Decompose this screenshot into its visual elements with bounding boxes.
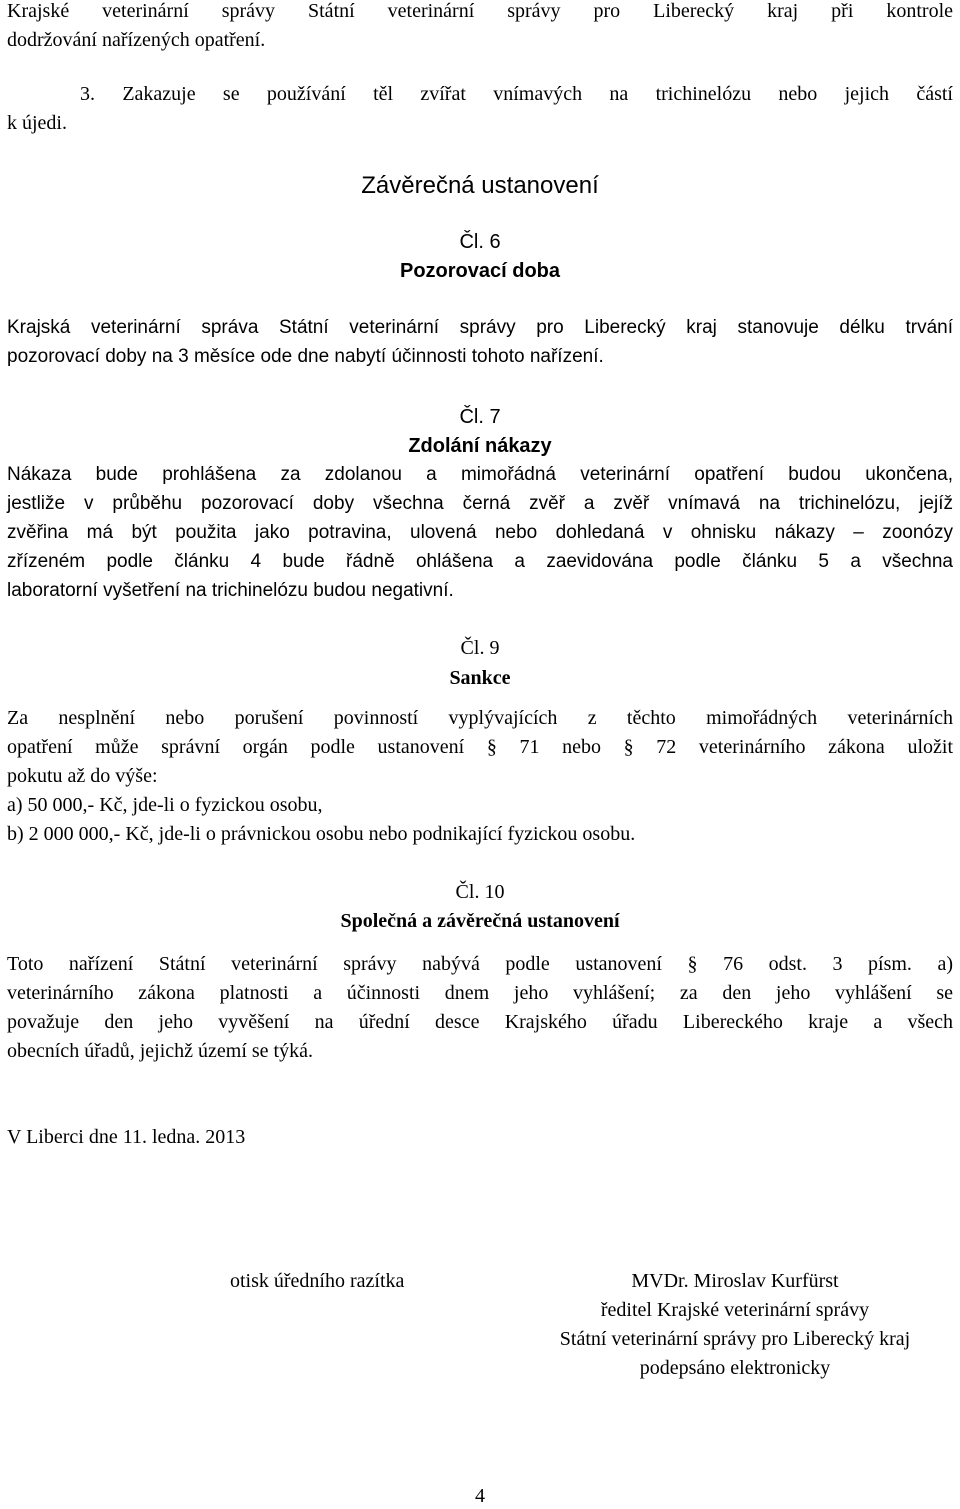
intro-paragraph (7, 0, 953, 55)
place-and-date: V Liberci dne 11. ledna. 2013 (7, 1126, 246, 1148)
sanction-item-b: b) 2 000 000,- Kč, jde-li o právnickou osobu nebo podnikající fyzickou osobu. (7, 823, 636, 845)
article-9-line-2: opatření může správní orgán podle ustanovení § 71 nebo § 72 veterinárního zákona uložit (7, 736, 953, 758)
article-10-line-1: Toto nařízení Státní veterinární správy nabývá podle ustanovení § 76 odst. 3 písm. a) (7, 953, 953, 975)
item3-line-2: k újedi. (7, 112, 67, 134)
article-7-title: Zdolání nákazy (408, 435, 552, 457)
electronic-signature-note: podepsáno elektronicky (639, 1357, 831, 1379)
page-number: 4 (475, 1485, 485, 1507)
article-6-number: Čl. 6 (459, 231, 501, 253)
article-10-line-2: veterinárního zákona platnosti a účinnosti dnem jeho vyhlášení; za den jeho vyhlášení se (7, 982, 953, 1004)
article-6-line-1: Krajská veterinární správa Státní veterinární správy pro Liberecký kraj stanovuje délku trvání (7, 317, 953, 338)
item3-line-1: 3. Zakazuje se používání těl zvířat vnímavých na trichinelózu nebo jejich částí (80, 83, 953, 105)
signatory-name: MVDr. Miroslav Kurfürst (631, 1270, 839, 1292)
article-7-line-4: zřízeném podle článku 4 bude řádně ohlášena a zaevidována podle článku 5 a všechna (7, 551, 953, 572)
article-9-line-1: Za nesplnění nebo porušení povinností vyplývajících z těchto mimořádných veterinárních (7, 707, 953, 729)
article-7-number: Čl. 7 (459, 406, 501, 428)
article-7-line-1: Nákaza bude prohlášena za zdolanou a mimořádná veterinární opatření budou ukončena, (7, 464, 953, 485)
article-9-line-3: pokutu až do výše: (7, 765, 158, 787)
signatory-organization: Státní veterinární správy pro Liberecký kraj (559, 1328, 911, 1350)
article-9-number: Čl. 9 (460, 637, 500, 659)
article-6-title: Pozorovací doba (399, 260, 561, 282)
intro-item-3 (80, 80, 953, 109)
article-10-text (7, 950, 953, 1066)
intro-line-1: Krajské veterinární správy Státní veterinární správy pro Liberecký kraj při kontrole (7, 0, 953, 22)
article-10-title: Společná a závěrečná ustanovení (340, 910, 620, 932)
intro-line-2: dodržování nařízených opatření. (7, 29, 266, 51)
official-stamp-label: otisk úředního razítka (230, 1270, 405, 1292)
article-9-text (7, 704, 953, 849)
sanction-item-a: a) 50 000,- Kč, jde-li o fyzickou osobu, (7, 794, 323, 816)
final-provisions-heading: Závěrečná ustanovení (361, 172, 599, 199)
signatory-position: ředitel Krajské veterinární správy (600, 1299, 870, 1321)
article-7-line-5: laboratorní vyšetření na trichinelózu budou negativní. (7, 580, 454, 601)
article-7-text (7, 460, 953, 605)
signature-block (500, 1267, 960, 1383)
article-7-line-3: zvěřina má být použita jako potravina, ulovená nebo dohledaná v ohnisku nákazy – zoonózy (7, 522, 953, 543)
article-10-line-4: obecních úřadů, jejichž území se týká. (7, 1040, 313, 1062)
article-10-number: Čl. 10 (455, 881, 505, 903)
article-10-line-3: považuje den jeho vyvěšení na úřední desce Krajského úřadu Libereckého kraje a všech (7, 1011, 953, 1033)
article-9-title: Sankce (449, 667, 511, 689)
intro-item-3-cont (7, 109, 953, 138)
article-7-line-2: jestliže v průběhu pozorovací doby všechna černá zvěř a zvěř vnímavá na trichinelózu, jejíž (7, 493, 953, 514)
article-6-line-2: pozorovací doby na 3 měsíce ode dne nabytí účinnosti tohoto nařízení. (7, 346, 604, 367)
article-6-text (7, 313, 953, 371)
